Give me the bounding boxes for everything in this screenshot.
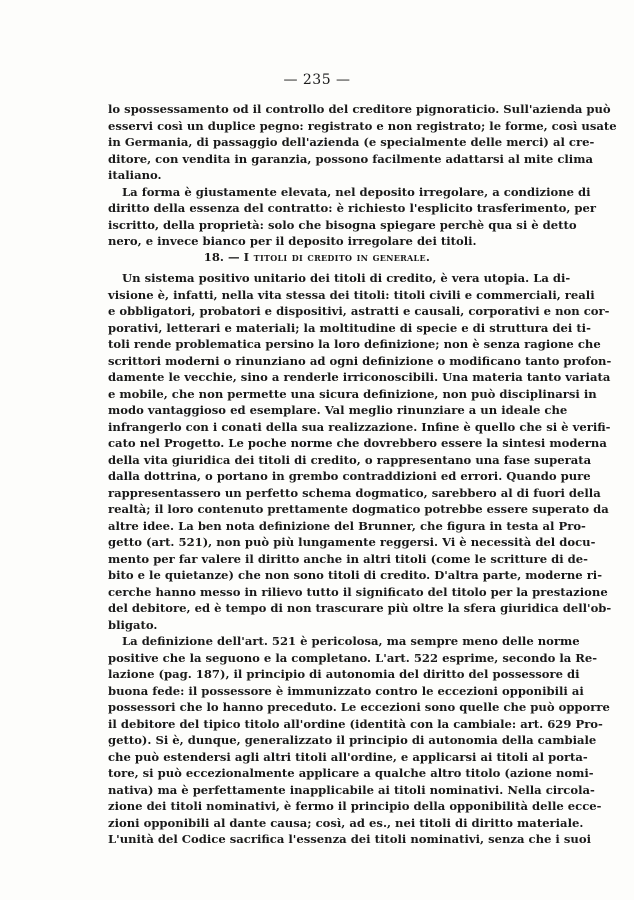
paragraph	[108, 633, 610, 848]
text-line: italiano.	[108, 168, 162, 182]
text-line: del debitore, ed è tempo di non trascurare più oltre la sfera giuridica dell'ob-	[108, 601, 612, 615]
text-line: cato nel Progetto. Le poche norme che dovrebbero essere la sintesi moderna	[108, 436, 607, 450]
text-line: realtà; il loro contenuto prettamente dogmatico potrebbe essere superato da	[108, 502, 609, 516]
text-line: damente le vecchie, sino a renderle irriconoscibili. Una materia tanto variata	[108, 370, 611, 384]
text-line: bito e le quietanze) che non sono titoli di credito. D'altra parte, moderne ri-	[108, 568, 603, 582]
section-title: I titoli di credito in generale.	[243, 250, 431, 264]
text-line: e obbligatori, probatori e dispositivi, astratti e causali, corporativi e non cor-	[108, 304, 610, 318]
section-number: 18. —	[203, 250, 240, 264]
text-line: cerche hanno messo in rilievo tutto il significato del titolo per la prestazione	[108, 584, 608, 599]
text-line: possessori che lo hanno preceduto. Le eccezioni sono quelle che può opporre	[108, 700, 610, 714]
text-line: in Germania, di passaggio dell'azienda (e specialmente delle merci) al cre-	[108, 135, 595, 149]
text-line: mento per far valere il diritto anche in altri titoli (come le scritture di de-	[108, 551, 588, 566]
text-line: esservi così un duplice pegno: registrato e non registrato; le forme, così usate	[108, 118, 617, 133]
text-line: Un sistema positivo unitario dei titoli di credito, è vera utopia. La di-	[122, 271, 571, 285]
text-line: zioni opponibili al dante causa; così, ad es., nei titoli di diritto materiale.	[108, 815, 584, 830]
text-line: ditore, con vendita in garanzia, possono facilmente adattarsi al mite clima	[108, 151, 593, 166]
text-line: La definizione dell'art. 521 è pericolosa, ma sempre meno delle norme	[122, 634, 580, 648]
intro-text	[108, 101, 617, 250]
text-line: rappresentassero un perfetto schema dogmatico, sarebbero al di fuori della	[108, 485, 601, 500]
text-line: della vita giuridica dei titoli di credito, o rappresentano una fase superata	[108, 452, 592, 467]
text-line: e mobile, che non permette una sicura definizione, non può disciplinarsi in	[108, 386, 597, 401]
text-line: lazione (pag. 187), il principio di autonomia del diritto del possessore di	[108, 667, 580, 681]
text-line: lo spossessamento od il controllo del creditore pignoraticio. Sull'azienda può	[108, 102, 611, 116]
text-line: La forma è giustamente elevata, nel deposito irregolare, a condizione di	[122, 184, 591, 199]
text-line: positive che la seguono e la completano. L'art. 522 esprime, secondo la Re-	[108, 650, 598, 665]
text-line: getto (art. 521), non può più lungamente reggersi. Vi è necessità del docu-	[108, 535, 596, 549]
text-line: toli rende problematica persino la loro definizione; non è senza ragione che	[108, 337, 601, 351]
text-line: nativa) ma è perfettamente inapplicabile ai titoli nominativi. Nella circola-	[108, 782, 595, 797]
text-line: nero, e invece bianco per il deposito irregolare dei titoli.	[108, 234, 477, 248]
text-line: modo vantaggioso ed esemplare. Val meglio rinunziare a un ideale che	[108, 403, 568, 417]
text-line: L'unità del Codice sacrifica l'essenza dei titoli nominativi, senza che i suoi	[108, 832, 591, 846]
text-line: buona fede: il possessore è immunizzato contro le eccezioni opponibili ai	[108, 683, 584, 698]
body-text	[108, 270, 612, 848]
text-line: scrittori moderni o rinunziano ad ogni definizione o modificano tanto profon-	[108, 353, 612, 368]
text-line: zione dei titoli nominativi, è fermo il principio della opponibilità delle ecce-	[108, 799, 602, 813]
text-line: altre idee. La ben nota definizione del Brunner, che figura in testa al Pro-	[108, 518, 586, 533]
text-line: che può estendersi agli altri titoli all'ordine, e applicarsi ai titoli al porta-	[108, 749, 588, 764]
text-line: iscritto, della proprietà: solo che bisogna spiegare perchè qua si è detto	[108, 217, 577, 232]
text-line: porativi, letterari e materiali; la moltitudine di specie e di struttura dei ti-	[108, 320, 591, 335]
text-line: diritto della essenza del contratto: è richiesto l'esplicito trasferimento, per	[108, 201, 597, 215]
text-line: il debitore del tipico titolo all'ordine (identità con la cambiale: art. 629 Pro-	[108, 716, 603, 731]
section-heading	[0, 250, 634, 264]
paragraph	[108, 184, 597, 250]
text-line: infrangerlo con i conati della sua realizzazione. Infine è quello che si è verifi-	[108, 419, 611, 434]
text-line: bligato.	[108, 617, 158, 632]
text-line: tore, si può eccezionalmente applicare a qualche altro titolo (azione nomi-	[108, 766, 594, 780]
paragraph	[108, 270, 612, 633]
text-line: getto). Si è, dunque, generalizzato il principio di autonomia della cambiale	[108, 733, 597, 747]
page-number: — 235 —	[283, 72, 351, 88]
paragraph	[108, 101, 617, 184]
text-line: dalla dottrina, o portano in grembo contraddizioni ed errori. Quando pure	[108, 469, 591, 483]
text-line: visione è, infatti, nella vita stessa dei titoli: titoli civili e commerciali, reali	[108, 287, 595, 302]
